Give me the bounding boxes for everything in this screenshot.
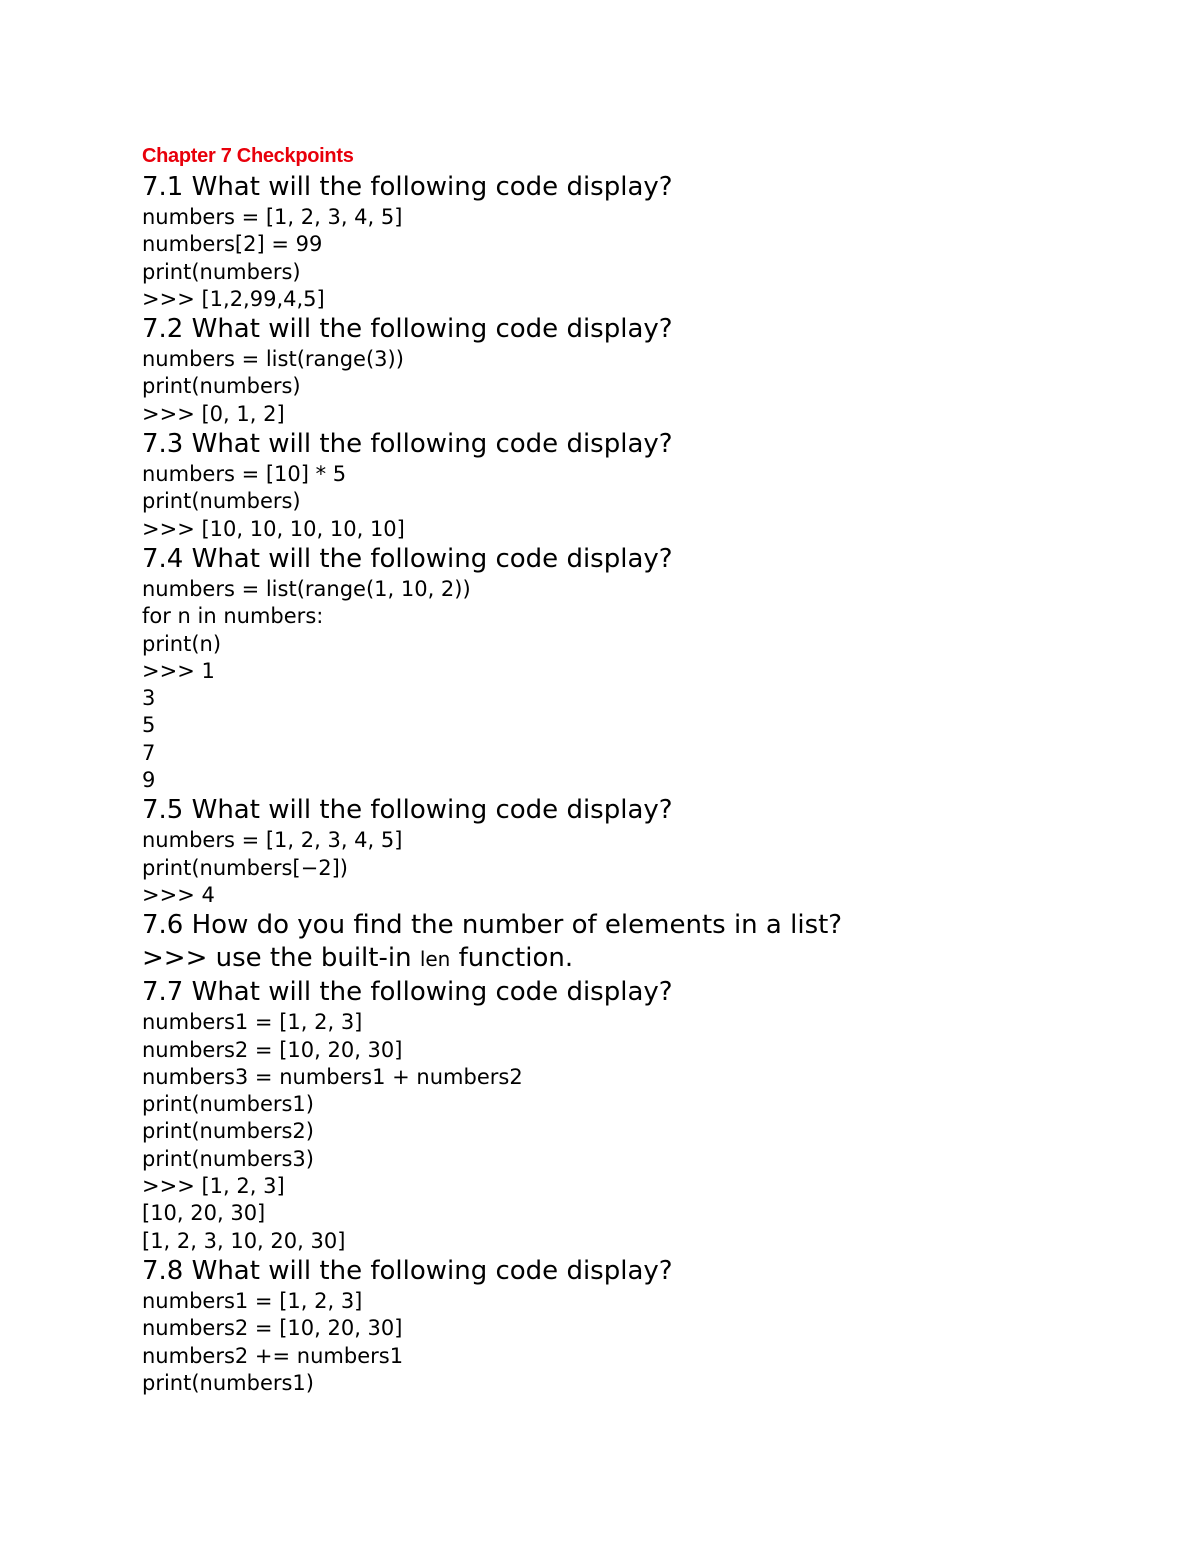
answer-line: 9 (142, 768, 156, 793)
answer-line: >>> [10, 10, 10, 10, 10] (142, 516, 405, 541)
answer-line: >>> 1 (142, 658, 215, 683)
answer-line: 7 (142, 740, 156, 765)
code-line: print(numbers1) (142, 1370, 314, 1395)
answer-line (142, 942, 1142, 976)
code-line: for n in numbers: (142, 604, 324, 629)
code-line: print(numbers) (142, 489, 301, 514)
code-line: numbers2 = [10, 20, 30] (142, 1037, 403, 1062)
chapter-title: Chapter 7 Checkpoints (142, 145, 354, 167)
answer-line: [1, 2, 3, 10, 20, 30] (142, 1228, 346, 1253)
code-line: numbers1 = [1, 2, 3] (142, 1010, 363, 1035)
document-body (142, 143, 1142, 1397)
question-heading: 7.2 What will the following code display? (142, 314, 673, 345)
code-line: print(numbers) (142, 259, 301, 284)
code-line: print(numbers1) (142, 1092, 314, 1117)
code-line: print(numbers3) (142, 1146, 314, 1171)
question-heading: 7.7 What will the following code display? (142, 977, 673, 1008)
code-line: numbers2 += numbers1 (142, 1343, 404, 1368)
code-line: print(numbers2) (142, 1119, 314, 1144)
code-line: numbers[2] = 99 (142, 232, 323, 257)
answer-prefix: >>> use the built-in (142, 943, 420, 974)
question-heading: 7.1 What will the following code display? (142, 172, 673, 202)
answer-line: >>> 4 (142, 882, 215, 907)
question-heading: 7.4 What will the following code display? (142, 543, 673, 574)
code-line: numbers3 = numbers1 + numbers2 (142, 1064, 523, 1089)
question-heading: 7.5 What will the following code display? (142, 795, 673, 826)
code-line: numbers2 = [10, 20, 30] (142, 1316, 403, 1341)
code-line: print(numbers) (142, 374, 301, 399)
answer-line: 5 (142, 713, 156, 738)
answer-line: >>> [1, 2, 3] (142, 1174, 285, 1199)
answer-suffix: function. (450, 943, 574, 974)
answer-line: >>> [1,2,99,4,5] (142, 286, 325, 311)
answer-line: [10, 20, 30] (142, 1201, 266, 1226)
answer-line: 3 (142, 686, 156, 711)
code-line: print(numbers[−2]) (142, 855, 348, 880)
code-line: numbers = [1, 2, 3, 4, 5] (142, 205, 403, 229)
code-line: numbers = [1, 2, 3, 4, 5] (142, 828, 403, 853)
code-line: numbers1 = [1, 2, 3] (142, 1288, 363, 1313)
question-heading: 7.3 What will the following code display? (142, 429, 673, 460)
code-line: numbers = list(range(3)) (142, 347, 404, 372)
code-line: numbers = [10] * 5 (142, 462, 347, 487)
question-heading: 7.6 How do you find the number of elements in a list? (142, 910, 843, 941)
answer-line: >>> [0, 1, 2] (142, 401, 285, 426)
question-heading: 7.8 What will the following code display? (142, 1255, 673, 1286)
code-line: numbers = list(range(1, 10, 2)) (142, 576, 471, 601)
code-line: print(n) (142, 631, 222, 656)
len-keyword: len (419, 947, 451, 972)
